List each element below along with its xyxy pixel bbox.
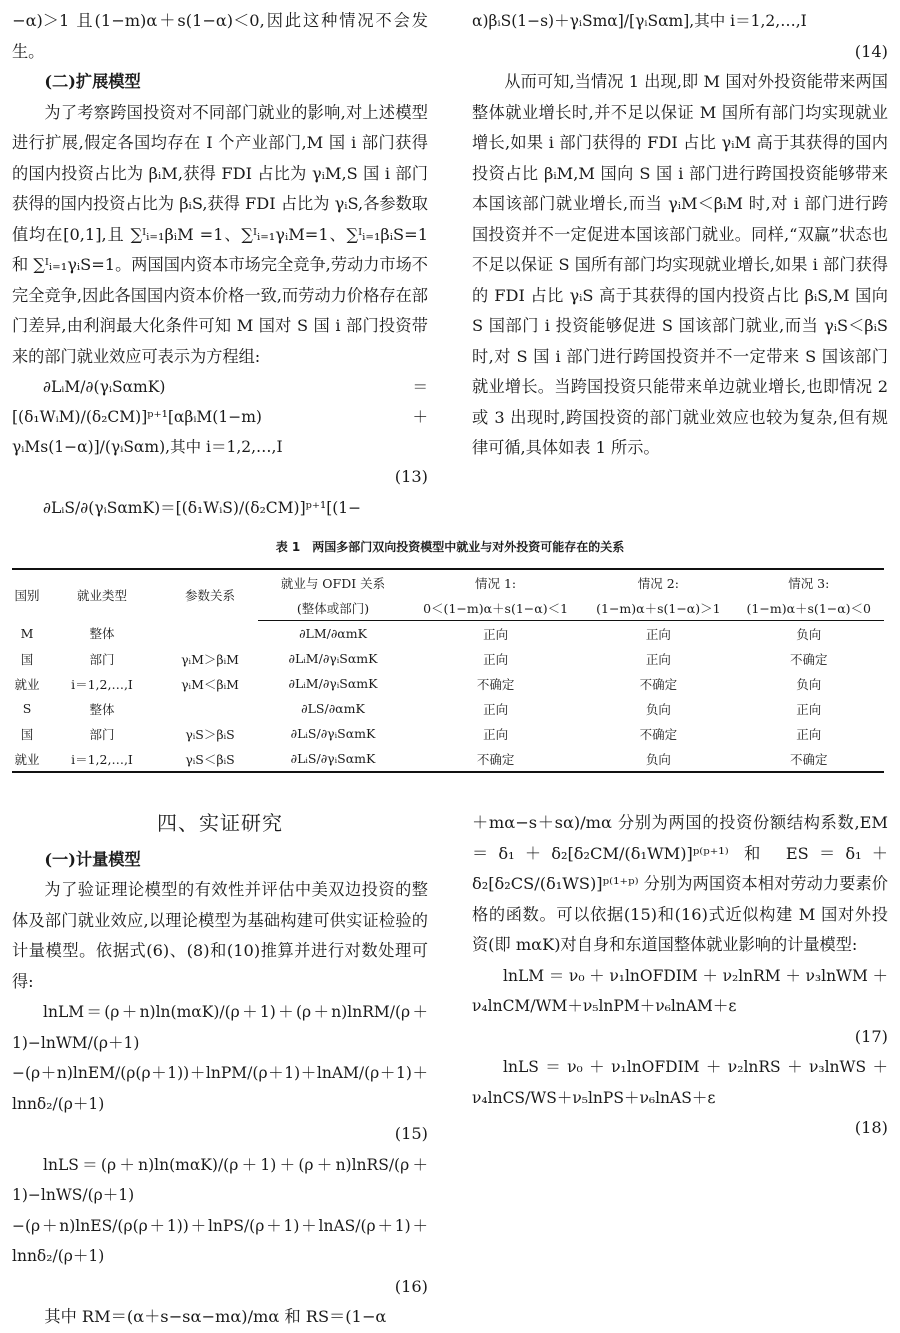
header-param: 参数关系 — [162, 569, 258, 621]
table-row — [12, 746, 884, 772]
table-cell-c2: 负向 — [583, 746, 733, 772]
equation-13: ∂LᵢM/∂(γᵢSαmK)＝[(δ₁WᵢM)/(δ₂CM)]ᵖ⁺¹[αβᵢM(1−m)＋γᵢMs(1−α)]/(γᵢSαm),其中 i＝1,2,…,I — [12, 378, 428, 456]
table-row — [12, 696, 884, 721]
header-case-2: 情况 2: — [583, 569, 733, 595]
table-cell-param: γᵢM＜βᵢM — [181, 676, 239, 692]
table-cell-type: i＝1,2,…,I — [42, 746, 162, 772]
table-cell-c1: 正向 — [483, 651, 509, 667]
equation-16-line1: lnLS＝(ρ＋n)ln(mαK)/(ρ＋1)＋(ρ＋n)lnRS/(ρ＋1)−lnWS/(ρ＋1) — [12, 1155, 428, 1204]
paragraph-coefficients: ＋mα−s＋sα)/mα 分别为两国的投资份额结构系数,EM＝δ₁＋δ₂[δ₂CM/(δ₁WM)]ᵖ⁽ᵖ⁺¹⁾ 和 ES＝δ₁＋δ₂[δ₂CS/(δ₁WS)]ᵖ⁽¹⁺ᵖ⁾ 分别为两国资本相对劳动力要素价格的函数。可以依据(15)和(16)式近似构建 M 国对外投资(即 mαK)对自身和东道国整体就业影响的计量模型: — [472, 813, 888, 954]
table-cell-rel: ∂LᵢM/∂γᵢSαmK — [288, 651, 378, 666]
paragraph-analysis: 从而可知,当情况 1 出现,即 M 国对外投资能带来两国整体就业增长时,并不足以保证 M 国所有部门均实现就业增长,如果 i 部门获得的 FDI 占比 γᵢM 高于其获得的国内投资占比 βᵢM,M 国向 S 国 i 部门进行跨国投资能够带来本国该部门就业增长,而当 γᵢM＜βᵢM 时,对 i 部门进行跨国投资并不一定促进本国该部门就业。同样,“双赢”状态也不足以保证 S 国所有部门均实现就业增长,如果 i 部门获得的 FDI 占比 γᵢS 高于其获得的国内投资占比 βᵢS,M 国向 S 国部门 i 投资能够促进 S 国该部门就业,而当 γᵢS＜βᵢS 时,对 S 国 i 部门进行跨国投资并不一定带来 S 国该部门就业增长。当跨国投资只能带来单边就业增长,也即情况 2 或 3 出现时,跨国投资的部门就业效应也较为复杂,但有规律可循,具体如表 1 所示。 — [472, 72, 888, 457]
table-cell-c1: 不确定 — [476, 676, 515, 692]
equation-number-18: (18) — [854, 1118, 888, 1137]
header-relation-sub: (整体或部门) — [258, 595, 408, 621]
table-cell-param — [162, 621, 258, 647]
table-cell-c1: 正向 — [483, 701, 509, 717]
equation-number-13: (13) — [394, 467, 428, 486]
paragraph-where: 其中 RM＝(α＋s−sα−mα)/mα 和 RS＝(1−α — [44, 1307, 387, 1326]
table-row — [12, 646, 884, 671]
header-type: 就业类型 — [42, 569, 162, 621]
table-row — [12, 671, 884, 696]
equation-15-line1: lnLM＝(ρ＋n)ln(mαK)/(ρ＋1)＋(ρ＋n)lnRM/(ρ＋1)−lnWM/(ρ＋1) — [12, 1003, 428, 1052]
paragraph-model: 为了验证理论模型的有效性并评估中美双边投资的整体及部门就业效应,以理论模型为基础构建可供实证检验的计量模型。依据式(6)、(8)和(10)推算并进行对数处理可得: — [12, 880, 428, 991]
table-cell-c2: 正向 — [645, 651, 671, 667]
table-cell-param: γᵢS＞βᵢS — [185, 726, 235, 742]
table-cell-rel: ∂LᵢS/∂γᵢSαmK — [290, 726, 376, 741]
table-cell-c2: 不确定 — [639, 676, 678, 692]
equation-16-line2: −(ρ＋n)lnES/(ρ(ρ＋1))＋lnPS/(ρ＋1)＋lnAS/(ρ＋1)＋lnnδ₂/(ρ＋1) — [12, 1216, 428, 1265]
left-column-bottom — [12, 808, 428, 1333]
section-title: 四、实证研究 — [157, 811, 283, 835]
table-cell-rel: ∂LᵢS/∂γᵢSαmK — [258, 746, 408, 772]
table-cell-type: i＝1,2,…,I — [71, 676, 133, 692]
table-row — [12, 721, 884, 746]
table-cell-c1: 正向 — [483, 726, 509, 742]
table-row — [12, 621, 884, 647]
relationship-table — [12, 568, 884, 773]
equation-17: lnLM＝ν₀＋ν₁lnOFDIM＋ν₂lnRM＋ν₃lnWM＋ν₄lnCM/WM＋ν₅lnPM＋ν₆lnAM＋ε — [472, 966, 888, 1015]
header-case-2-sub: (1−m)α＋s(1−α)＞1 — [583, 595, 733, 621]
header-country: 国别 — [12, 569, 42, 621]
right-column-bottom — [472, 808, 888, 1144]
table-cell-type: 部门 — [89, 651, 115, 667]
equation-number-16: (16) — [394, 1276, 428, 1296]
table-cell-param — [162, 696, 258, 721]
table-cell-country: M — [20, 625, 34, 641]
header-relation: 就业与 OFDI 关系 — [258, 569, 408, 595]
table-cell-c3: 正向 — [796, 726, 822, 742]
table-cell-country: 国 — [20, 726, 34, 742]
table-cell-rel: ∂LM/∂αmK — [299, 626, 367, 641]
table-cell-c3: 负向 — [796, 626, 822, 642]
table-cell-c3: 负向 — [796, 676, 822, 692]
equation-15-line2: −(ρ＋n)lnEM/(ρ(ρ＋1))＋lnPM/(ρ＋1)＋lnAM/(ρ＋1)＋lnnδ₂/(ρ＋1) — [12, 1064, 428, 1113]
paragraph-continued: −α)＞1 且(1−m)α＋s(1−α)＜0,因此这种情况不会发生。 — [12, 11, 428, 61]
subsection-heading-model: (一)计量模型 — [44, 849, 141, 869]
right-column-top — [472, 6, 888, 464]
table-cell-param: γᵢS＜βᵢS — [162, 746, 258, 772]
table-cell-c2: 负向 — [645, 701, 671, 717]
left-column-top — [12, 6, 428, 523]
header-case-1: 情况 1: — [408, 569, 583, 595]
table-cell-rel: ∂LᵢM/∂γᵢSαmK — [288, 676, 378, 691]
table-cell-c3: 正向 — [796, 701, 822, 717]
table-cell-country: 就业 — [14, 676, 40, 692]
table-cell-c2: 正向 — [645, 626, 671, 642]
table-cell-country: 国 — [20, 651, 34, 667]
header-case-3-sub: (1−m)α＋s(1−α)＜0 — [734, 595, 884, 621]
table-cell-c2: 不确定 — [639, 726, 678, 742]
table-cell-c1: 不确定 — [408, 746, 583, 772]
paragraph-extension: 为了考察跨国投资对不同部门就业的影响,对上述模型进行扩展,假定各国均存在 I 个产业部门,M 国 i 部门获得的国内投资占比为 βᵢM,获得 FDI 占比为 γᵢM,S 国 i 部门获得的国内投资占比为 βᵢS,获得 FDI 占比为 γᵢS,各参数取值均在[0,1],且 ∑ᴵᵢ₌₁βᵢM =1、∑ᴵᵢ₌₁γᵢM=1、∑ᴵᵢ₌₁βᵢS=1 和 ∑ᴵᵢ₌₁γᵢS=1。两国国内资本市场完全竞争,劳动力市场不完全竞争,因此各国国内资本价格一致,而劳动力价格存在部门差异,由利润最大化条件可知 M 国对 S 国 i 部门投资带来的部门就业效应可表示为方程组: — [12, 102, 428, 366]
equation-14-start: ∂LᵢS/∂(γᵢSαmK)＝[(δ₁WᵢS)/(δ₂CM)]ᵖ⁺¹[(1− — [43, 498, 362, 517]
header-case-1-sub: 0＜(1−m)α＋s(1−α)＜1 — [408, 595, 583, 621]
table-cell-type: 整体 — [89, 701, 115, 717]
equation-14-end: α)βᵢS(1−s)＋γᵢSmα]/[γᵢSαm],其中 i＝1,2,…,I — [472, 12, 807, 30]
table-cell-country: 就业 — [12, 746, 42, 772]
table-cell-c3: 不确定 — [734, 746, 884, 772]
equation-number-15: (15) — [394, 1124, 428, 1143]
header-case-3: 情况 3: — [734, 569, 884, 595]
equation-18: lnLS＝ν₀＋ν₁lnOFDIM＋ν₂lnRS＋ν₃lnWS＋ν₄lnCS/WS＋ν₅lnPS＋ν₆lnAS＋ε — [472, 1058, 888, 1107]
table-cell-rel: ∂LS/∂αmK — [301, 701, 365, 716]
subsection-heading-extension: (二)扩展模型 — [44, 72, 141, 91]
table-cell-c1: 正向 — [483, 626, 509, 642]
table-caption: 表 1 两国多部门双向投资模型中就业与对外投资可能存在的关系 — [275, 540, 625, 554]
table-cell-c3: 不确定 — [790, 651, 828, 667]
table-body — [12, 621, 884, 773]
equation-number-14: (14) — [854, 41, 888, 61]
table-cell-param: γᵢM＞βᵢM — [181, 651, 239, 667]
table-cell-type: 整体 — [89, 626, 115, 642]
equation-number-17: (17) — [854, 1026, 888, 1046]
table-cell-country: S — [22, 701, 32, 716]
table-cell-type: 部门 — [89, 726, 115, 742]
